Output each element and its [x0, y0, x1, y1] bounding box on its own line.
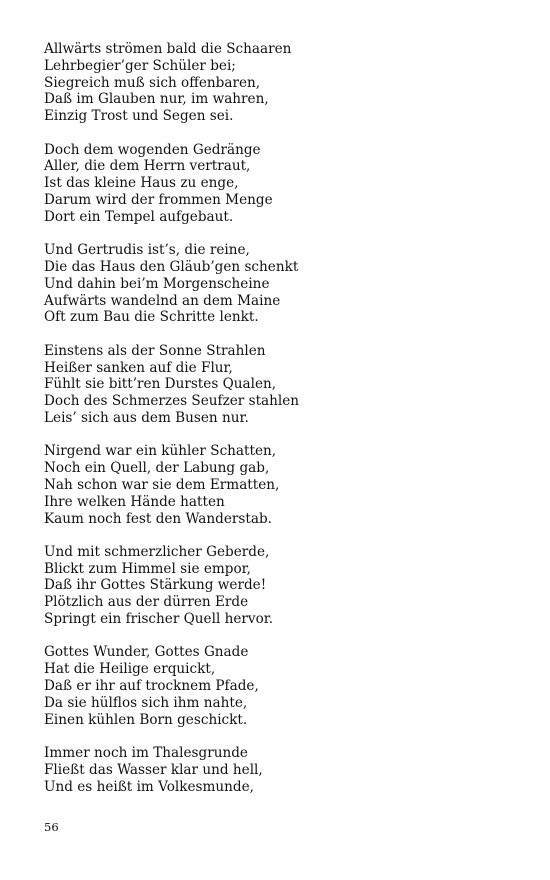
verse-line: Gottes Wunder, Gottes Gnade: [44, 644, 249, 661]
stanza: [44, 443, 524, 527]
verse-line: Doch dem wogenden Gedränge: [44, 141, 261, 158]
verse-line: Kaum noch fest den Wanderstab.: [44, 510, 272, 527]
verse-line: Da sie hülflos sich ihm nahte,: [44, 694, 248, 711]
verse-line: Siegreich muß sich offenbaren,: [44, 74, 261, 91]
verse-line: Die das Haus den Gläub’gen schenkt: [44, 258, 299, 275]
verse-line: Fließt das Wasser klar und hell,: [44, 761, 263, 778]
verse-line: Und Gertrudis ist’s, die reine,: [44, 242, 250, 259]
stanza: [44, 142, 524, 226]
poem-text: [44, 41, 524, 812]
verse-line: Plötzlich aus der dürren Erde: [44, 594, 249, 611]
verse-line: Doch des Schmerzes Seufzer stahlen: [44, 393, 300, 410]
stanza: [44, 343, 524, 427]
stanza: [44, 41, 524, 125]
verse-line: Daß er ihr auf trocknem Pfade,: [44, 678, 259, 695]
verse-line: Oft zum Bau die Schritte lenkt.: [44, 309, 259, 326]
stanza: [44, 544, 524, 628]
verse-line: Aufwärts wandelnd an dem Maine: [44, 292, 281, 309]
verse-line: Daß im Glauben nur, im wahren,: [44, 91, 269, 108]
verse-line: Hat die Heilige erquickt,: [44, 661, 216, 678]
verse-line: Einen kühlen Born geschickt.: [44, 711, 248, 728]
verse-line: Ist das kleine Haus zu enge,: [44, 175, 239, 192]
verse-line: Noch ein Quell, der Labung gab,: [44, 460, 270, 477]
verse-line: Daß ihr Gottes Stärkung werde!: [44, 577, 267, 594]
verse-line: Springt ein frischer Quell hervor.: [44, 611, 274, 628]
verse-line: Darum wird der frommen Menge: [44, 191, 273, 208]
verse-line: Und es heißt im Volkesmunde,: [44, 778, 254, 795]
verse-line: Immer noch im Thalesgrunde: [44, 745, 248, 762]
verse-line: Und dahin bei’m Morgenscheine: [44, 275, 270, 292]
verse-line: Einstens als der Sonne Strahlen: [44, 342, 266, 359]
verse-line: Aller, die dem Herrn vertraut,: [44, 158, 251, 175]
verse-line: Nah schon war sie dem Ermatten,: [44, 476, 280, 493]
verse-line: Fühlt sie bitt’ren Durstes Qualen,: [44, 376, 277, 393]
verse-line: Dort ein Tempel aufgebaut.: [44, 208, 234, 225]
verse-line: Einzig Trost und Segen sei.: [44, 108, 234, 125]
verse-line: Ihre welken Hände hatten: [44, 493, 225, 510]
stanza: [44, 242, 524, 326]
verse-line: Blickt zum Himmel sie empor,: [44, 560, 251, 577]
verse-line: Und mit schmerzlicher Geberde,: [44, 543, 270, 560]
verse-line: Leis’ sich aus dem Busen nur.: [44, 409, 249, 426]
verse-line: Allwärts strömen bald die Schaaren: [44, 41, 292, 57]
stanza: [44, 745, 524, 795]
page-number: 56: [44, 820, 59, 834]
stanza: [44, 644, 524, 728]
verse-line: Heißer sanken auf die Flur,: [44, 359, 233, 376]
verse-line: Nirgend war ein kühler Schatten,: [44, 443, 277, 460]
verse-line: Lehrbegier’ger Schüler bei;: [44, 57, 236, 74]
